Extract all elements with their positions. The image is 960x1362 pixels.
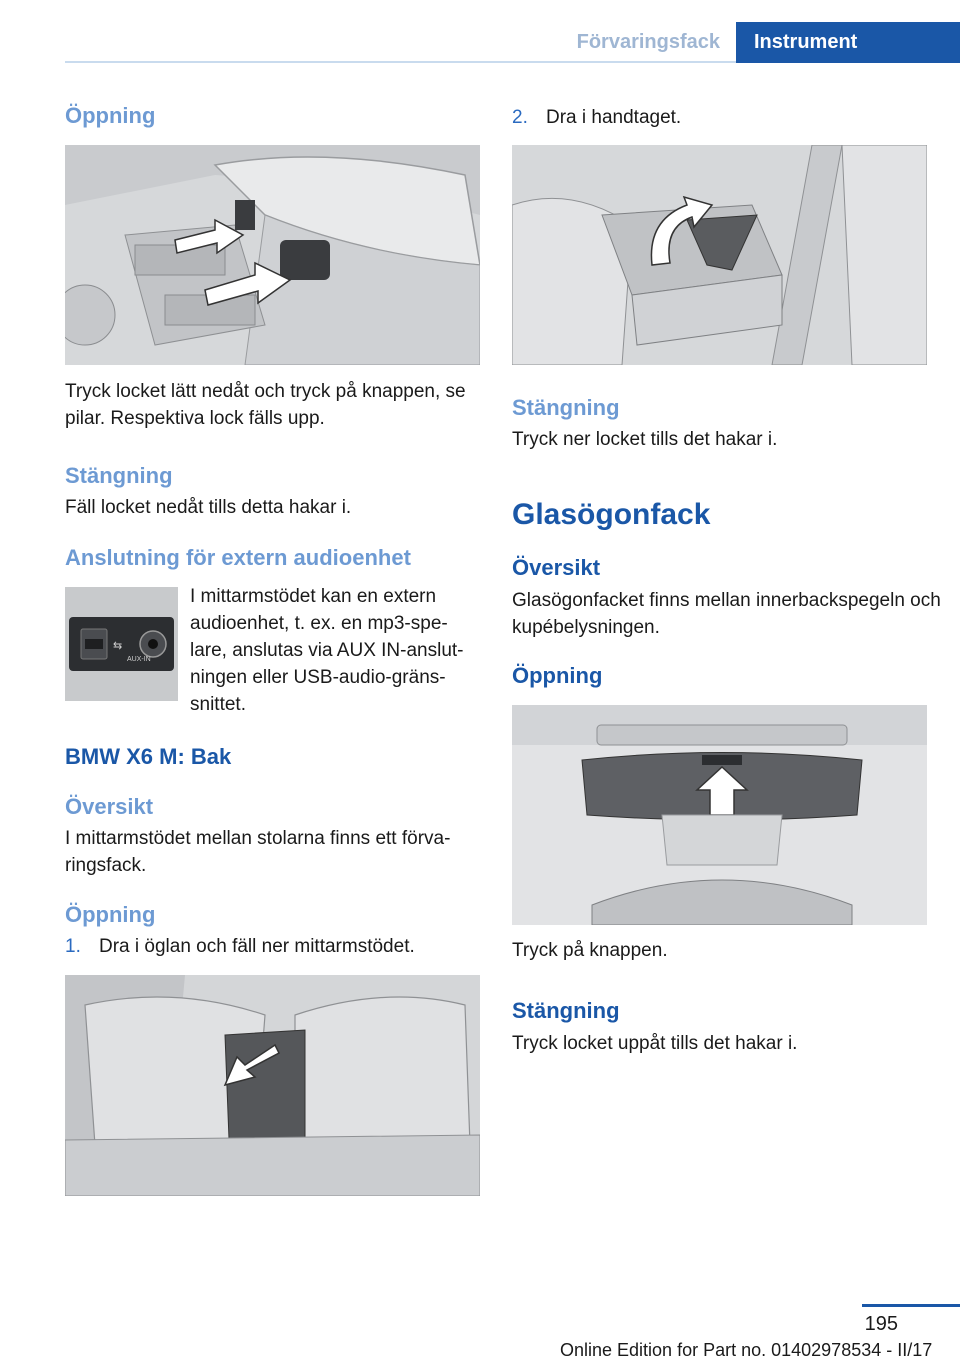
para-stangning-right: Tryck ner locket tills det hakar i.: [512, 429, 778, 450]
heading-oversikt-right: Översikt: [512, 555, 601, 580]
figure-rear-armrest-handle: [512, 145, 927, 365]
heading-bmw-x6m-bak: BMW X6 M: Bak: [65, 744, 232, 769]
heading-anslutning: Anslutning för extern audioenhet: [65, 545, 411, 570]
step-2-text: Dra i handtaget.: [546, 107, 682, 128]
figure-glasses-compartment: [512, 705, 927, 925]
section-tab[interactable]: Förvaringsfack: [576, 31, 720, 53]
page-number: 195: [864, 1313, 898, 1335]
para-oversikt-right: Glasögonfacket finns mellan innerbackspegeln och kupébelysningen.: [512, 590, 941, 638]
aux-line: I mittarmstödet kan en extern: [190, 586, 437, 607]
aux-usb-illustration: [65, 587, 178, 701]
aux-label: AUX-IN: [127, 656, 151, 663]
usb-symbol-icon: ⇆: [113, 640, 123, 652]
figure-armrest-front: [65, 145, 480, 365]
para-fall-locket: Fäll locket nedåt tills detta hakar i.: [65, 497, 352, 518]
aux-line: audioenhet, t. ex. en mp3-spe-: [190, 613, 448, 634]
armrest-front-illustration: [65, 145, 480, 365]
heading-stangning-right-2: Stängning: [512, 998, 620, 1023]
para-oversikt: I mittarmstödet mellan stolarna finns ett förva-ringsfack.: [65, 828, 451, 876]
figure-rear-seat: [65, 975, 480, 1196]
step-2-number: 2.: [512, 107, 528, 128]
rear-armrest-illustration: [512, 145, 927, 365]
heading-stangning: Stängning: [65, 463, 173, 488]
rear-seat-illustration: [65, 975, 480, 1196]
step-1: [65, 933, 480, 960]
step-1-number: 1.: [65, 936, 81, 957]
heading-stangning-right: Stängning: [512, 395, 620, 420]
heading-glasogonfack: Glasögonfack: [512, 498, 711, 531]
figure-aux-usb: [65, 587, 178, 701]
para-stangning-right-2: Tryck locket uppåt tills det hakar i.: [512, 1033, 798, 1054]
para-tryck-knappen: Tryck på knappen.: [512, 940, 668, 961]
step-1-text: Dra i öglan och fäll ner mittarmstödet.: [99, 936, 415, 957]
heading-oversikt: Översikt: [65, 794, 154, 819]
aux-line: lare, anslutas via AUX IN-anslut-: [190, 640, 464, 661]
aux-line: snittet.: [190, 694, 246, 715]
chapter-tab[interactable]: Instrument: [736, 22, 960, 63]
heading-oppning-right: Öppning: [512, 663, 603, 688]
para-tryck-locket: Tryck locket lätt nedåt och tryck på knappen, se pilar. Respektiva lock fälls upp.: [65, 381, 466, 429]
para-aux: [190, 583, 490, 718]
heading-oppning: Öppning: [65, 103, 156, 128]
heading-oppning-2: Öppning: [65, 902, 156, 927]
aux-line: ningen eller USB-audio-gräns-: [190, 667, 446, 688]
glasses-compartment-illustration: [512, 705, 927, 925]
edition-text: Online Edition for Part no. 01402978534 - II/17: [560, 1340, 933, 1360]
footer-rule: [862, 1304, 960, 1307]
step-2: [512, 104, 927, 131]
